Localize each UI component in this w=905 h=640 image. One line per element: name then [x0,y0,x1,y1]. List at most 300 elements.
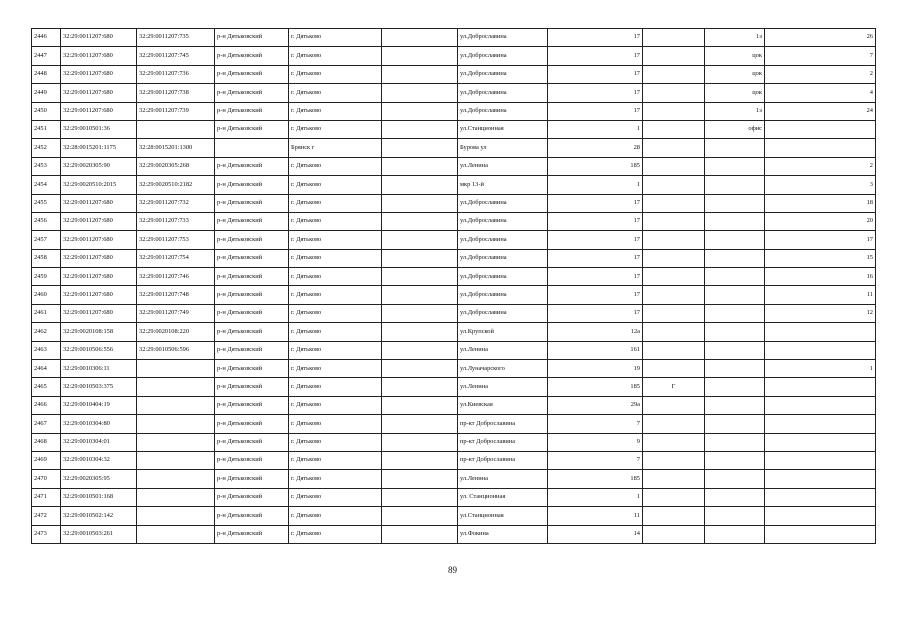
house-number-cell: 17 [548,249,643,267]
table-row [32,194,876,212]
apartment-number-cell [765,139,876,157]
cadastral-number-cell: 32:29:0010404:19 [61,396,137,414]
street-cell: ул.Луначарского [458,360,548,378]
table-row [32,304,876,322]
building-letter-cell [643,323,705,341]
floor-cell [705,378,765,396]
building-letter-cell [643,360,705,378]
table-row [32,120,876,138]
district-cell: р-н Дятьковский [215,286,289,304]
apartment-number-cell: 1 [765,360,876,378]
apartment-number-cell: 17 [765,231,876,249]
table-row [32,157,876,175]
apartment-number-cell [765,470,876,488]
district-cell: р-н Дятьковский [215,268,289,286]
city-cell: г. Дятьково [289,286,382,304]
premises-cadastral-number-cell [137,415,215,433]
city-cell: г. Дятьково [289,65,382,83]
house-number-cell: 7 [548,451,643,469]
apartment-number-cell: 26 [765,29,876,47]
table-row [32,47,876,65]
empty-cell [382,378,458,396]
premises-cadastral-number-cell: 32:28:0015201:1300 [137,139,215,157]
city-cell: г. Дятьково [289,47,382,65]
district-cell: р-н Дятьковский [215,47,289,65]
table-row [32,268,876,286]
house-number-cell: 12а [548,323,643,341]
floor-cell [705,268,765,286]
building-letter-cell [643,176,705,194]
street-cell: ул.Доброславина [458,249,548,267]
apartment-number-cell [765,341,876,359]
apartment-number-cell: 4 [765,84,876,102]
floor-cell: офис [705,120,765,138]
floor-cell [705,360,765,378]
building-letter-cell [643,194,705,212]
table-row [32,415,876,433]
floor-cell [705,157,765,175]
house-number-cell: 14 [548,525,643,543]
empty-cell [382,176,458,194]
row-number-cell: 2471 [32,488,61,506]
premises-cadastral-number-cell [137,120,215,138]
building-letter-cell [643,470,705,488]
floor-cell [705,304,765,322]
district-cell: р-н Дятьковский [215,488,289,506]
premises-cadastral-number-cell: 32:29:0011207:739 [137,102,215,120]
building-letter-cell: Г [643,378,705,396]
row-number-cell: 2461 [32,304,61,322]
district-cell: р-н Дятьковский [215,396,289,414]
premises-cadastral-number-cell: 32:29:0011207:733 [137,212,215,230]
empty-cell [382,470,458,488]
house-number-cell: 19 [548,360,643,378]
building-letter-cell [643,433,705,451]
house-number-cell: 1 [548,120,643,138]
apartment-number-cell [765,507,876,525]
city-cell: г. Дятьково [289,396,382,414]
floor-cell [705,415,765,433]
cadastral-number-cell: 32:29:0010502:142 [61,507,137,525]
city-cell: г. Дятьково [289,212,382,230]
row-number-cell: 2464 [32,360,61,378]
city-cell: г. Дятьково [289,525,382,543]
cadastral-number-cell: 32:29:0020305:90 [61,157,137,175]
city-cell: г. Дятьково [289,507,382,525]
row-number-cell: 2459 [32,268,61,286]
empty-cell [382,525,458,543]
district-cell: р-н Дятьковский [215,304,289,322]
empty-cell [382,231,458,249]
apartment-number-cell [765,488,876,506]
empty-cell [382,323,458,341]
city-cell: г. Дятьково [289,451,382,469]
city-cell: г. Дятьково [289,231,382,249]
cadastral-number-cell: 32:29:0010304:32 [61,451,137,469]
floor-cell [705,249,765,267]
empty-cell [382,415,458,433]
floor-cell [705,507,765,525]
table-row [32,84,876,102]
street-cell: Бурова ул [458,139,548,157]
city-cell: г. Дятьково [289,249,382,267]
house-number-cell: 11 [548,507,643,525]
table-row [32,396,876,414]
table-row [32,286,876,304]
row-number-cell: 2449 [32,84,61,102]
premises-cadastral-number-cell: 32:29:0020108:220 [137,323,215,341]
city-cell: г. Дятьково [289,102,382,120]
row-number-cell: 2457 [32,231,61,249]
apartment-number-cell: 7 [765,47,876,65]
building-letter-cell [643,84,705,102]
premises-cadastral-number-cell: 32:29:0011207:746 [137,268,215,286]
district-cell: р-н Дятьковский [215,249,289,267]
row-number-cell: 2452 [32,139,61,157]
premises-cadastral-number-cell [137,470,215,488]
district-cell [215,139,289,157]
building-letter-cell [643,268,705,286]
cadastral-number-cell: 32:29:0010304:01 [61,433,137,451]
district-cell: р-н Дятьковский [215,212,289,230]
premises-cadastral-number-cell: 32:29:0011207:732 [137,194,215,212]
apartment-number-cell: 12 [765,304,876,322]
street-cell: ул.Ленина [458,341,548,359]
street-cell: ул.Ленина [458,157,548,175]
premises-cadastral-number-cell [137,433,215,451]
apartment-number-cell: 18 [765,194,876,212]
premises-cadastral-number-cell [137,507,215,525]
house-number-cell: 7 [548,415,643,433]
city-cell: г. Дятьково [289,29,382,47]
district-cell: р-н Дятьковский [215,525,289,543]
premises-cadastral-number-cell: 32:29:0011207:753 [137,231,215,249]
house-number-cell: 17 [548,84,643,102]
table-row [32,323,876,341]
empty-cell [382,29,458,47]
building-letter-cell [643,120,705,138]
house-number-cell: 185 [548,470,643,488]
empty-cell [382,157,458,175]
building-letter-cell [643,525,705,543]
row-number-cell: 2463 [32,341,61,359]
street-cell: ул.Доброславина [458,268,548,286]
street-cell: ул.Доброславина [458,102,548,120]
house-number-cell: 185 [548,378,643,396]
building-letter-cell [643,102,705,120]
table-row [32,525,876,543]
cadastral-number-cell: 32:29:0011207:680 [61,194,137,212]
floor-cell [705,176,765,194]
district-cell: р-н Дятьковский [215,378,289,396]
house-number-cell: 17 [548,65,643,83]
table-row [32,451,876,469]
empty-cell [382,249,458,267]
empty-cell [382,139,458,157]
city-cell: г. Дятьково [289,415,382,433]
empty-cell [382,507,458,525]
row-number-cell: 2454 [32,176,61,194]
empty-cell [382,433,458,451]
city-cell: г. Дятьково [289,378,382,396]
table-row [32,139,876,157]
house-number-cell: 17 [548,304,643,322]
property-register-table [31,28,876,544]
street-cell: ул.Доброславина [458,231,548,249]
building-letter-cell [643,341,705,359]
building-letter-cell [643,231,705,249]
table-row [32,102,876,120]
street-cell: мкр 13-й [458,176,548,194]
apartment-number-cell [765,433,876,451]
house-number-cell: 17 [548,268,643,286]
city-cell: г. Дятьково [289,360,382,378]
building-letter-cell [643,249,705,267]
building-letter-cell [643,415,705,433]
city-cell: г. Дятьково [289,341,382,359]
cadastral-number-cell: 32:29:0011207:680 [61,268,137,286]
row-number-cell: 2455 [32,194,61,212]
building-letter-cell [643,212,705,230]
district-cell: р-н Дятьковский [215,176,289,194]
empty-cell [382,65,458,83]
floor-cell [705,286,765,304]
building-letter-cell [643,304,705,322]
city-cell: г. Дятьково [289,194,382,212]
table-row [32,470,876,488]
row-number-cell: 2456 [32,212,61,230]
empty-cell [382,341,458,359]
floor-cell [705,451,765,469]
street-cell: ул.Станционная [458,120,548,138]
empty-cell [382,286,458,304]
cadastral-number-cell: 32:29:0011207:680 [61,102,137,120]
apartment-number-cell [765,415,876,433]
district-cell: р-н Дятьковский [215,120,289,138]
row-number-cell: 2448 [32,65,61,83]
row-number-cell: 2468 [32,433,61,451]
district-cell: р-н Дятьковский [215,65,289,83]
district-cell: р-н Дятьковский [215,194,289,212]
district-cell: р-н Дятьковский [215,507,289,525]
city-cell: г. Дятьково [289,304,382,322]
district-cell: р-н Дятьковский [215,102,289,120]
cadastral-number-cell: 32:29:0010501:168 [61,488,137,506]
table-body [32,29,876,544]
table-row [32,212,876,230]
street-cell: пр-кт Доброславина [458,433,548,451]
building-letter-cell [643,29,705,47]
district-cell: р-н Дятьковский [215,84,289,102]
empty-cell [382,396,458,414]
building-letter-cell [643,451,705,469]
house-number-cell: 161 [548,341,643,359]
table-row [32,341,876,359]
district-cell: р-н Дятьковский [215,451,289,469]
floor-cell [705,212,765,230]
street-cell: ул.Киевская [458,396,548,414]
apartment-number-cell: 2 [765,65,876,83]
building-letter-cell [643,47,705,65]
premises-cadastral-number-cell: 32:29:0011207:749 [137,304,215,322]
premises-cadastral-number-cell [137,488,215,506]
city-cell: г. Дятьково [289,120,382,138]
row-number-cell: 2446 [32,29,61,47]
district-cell: р-н Дятьковский [215,470,289,488]
district-cell: р-н Дятьковский [215,157,289,175]
row-number-cell: 2472 [32,507,61,525]
district-cell: р-н Дятьковский [215,29,289,47]
street-cell: пр-кт Доброславина [458,451,548,469]
floor-cell: цок [705,47,765,65]
street-cell: пр-кт Доброславина [458,415,548,433]
table-row [32,65,876,83]
house-number-cell: 17 [548,286,643,304]
apartment-number-cell [765,323,876,341]
house-number-cell: 17 [548,231,643,249]
row-number-cell: 2473 [32,525,61,543]
street-cell: ул.Доброславина [458,84,548,102]
district-cell: р-н Дятьковский [215,323,289,341]
premises-cadastral-number-cell: 32:29:0011207:735 [137,29,215,47]
floor-cell [705,194,765,212]
row-number-cell: 2470 [32,470,61,488]
street-cell: ул.Доброславина [458,212,548,230]
city-cell: Брянск г [289,139,382,157]
premises-cadastral-number-cell: 32:29:0011207:738 [137,84,215,102]
building-letter-cell [643,157,705,175]
row-number-cell: 2447 [32,47,61,65]
cadastral-number-cell: 32:29:0011207:680 [61,65,137,83]
table-row [32,176,876,194]
building-letter-cell [643,286,705,304]
street-cell: ул.Фокина [458,525,548,543]
floor-cell [705,488,765,506]
floor-cell [705,470,765,488]
cadastral-number-cell: 32:29:0020305:95 [61,470,137,488]
table-row [32,249,876,267]
house-number-cell: 17 [548,102,643,120]
empty-cell [382,268,458,286]
table-row [32,29,876,47]
cadastral-number-cell: 32:28:0015201:1175 [61,139,137,157]
city-cell: г. Дятьково [289,84,382,102]
empty-cell [382,451,458,469]
floor-cell: цок [705,65,765,83]
house-number-cell: 28 [548,139,643,157]
premises-cadastral-number-cell: 32:29:0011207:754 [137,249,215,267]
house-number-cell: 17 [548,194,643,212]
empty-cell [382,212,458,230]
street-cell: ул.Станционная [458,507,548,525]
house-number-cell: 17 [548,47,643,65]
apartment-number-cell: 20 [765,212,876,230]
apartment-number-cell: 3 [765,176,876,194]
floor-cell [705,525,765,543]
row-number-cell: 2465 [32,378,61,396]
floor-cell [705,139,765,157]
street-cell: ул.Крупской [458,323,548,341]
empty-cell [382,194,458,212]
premises-cadastral-number-cell: 32:29:0011207:736 [137,65,215,83]
cadastral-number-cell: 32:29:0011207:680 [61,249,137,267]
cadastral-number-cell: 32:29:0011207:680 [61,231,137,249]
street-cell: ул.Ленина [458,470,548,488]
building-letter-cell [643,396,705,414]
building-letter-cell [643,488,705,506]
table-row [32,433,876,451]
house-number-cell: 1 [548,488,643,506]
district-cell: р-н Дятьковский [215,415,289,433]
premises-cadastral-number-cell: 32:29:0020305:268 [137,157,215,175]
empty-cell [382,102,458,120]
cadastral-number-cell: 32:29:0020108:158 [61,323,137,341]
cadastral-number-cell: 32:29:0010503:261 [61,525,137,543]
street-cell: ул.Доброславина [458,47,548,65]
empty-cell [382,47,458,65]
premises-cadastral-number-cell [137,451,215,469]
street-cell: ул.Доброславина [458,286,548,304]
house-number-cell: 1 [548,176,643,194]
premises-cadastral-number-cell: 32:29:0011207:748 [137,286,215,304]
cadastral-number-cell: 32:29:0010503:375 [61,378,137,396]
house-number-cell: 17 [548,212,643,230]
cadastral-number-cell: 32:29:0011207:680 [61,47,137,65]
table-row [32,231,876,249]
premises-cadastral-number-cell [137,525,215,543]
empty-cell [382,488,458,506]
floor-cell [705,323,765,341]
row-number-cell: 2462 [32,323,61,341]
apartment-number-cell [765,378,876,396]
cadastral-number-cell: 32:29:0010306:11 [61,360,137,378]
empty-cell [382,304,458,322]
cadastral-number-cell: 32:29:0010506:556 [61,341,137,359]
cadastral-number-cell: 32:29:0011207:680 [61,84,137,102]
premises-cadastral-number-cell: 32:29:0010506:596 [137,341,215,359]
apartment-number-cell: 16 [765,268,876,286]
cadastral-number-cell: 32:29:0010501:36 [61,120,137,138]
house-number-cell: 29а [548,396,643,414]
table-row [32,488,876,506]
floor-cell: цок [705,84,765,102]
city-cell: г. Дятьково [289,470,382,488]
row-number-cell: 2467 [32,415,61,433]
premises-cadastral-number-cell [137,378,215,396]
row-number-cell: 2469 [32,451,61,469]
floor-cell: 1э [705,102,765,120]
city-cell: г. Дятьково [289,157,382,175]
apartment-number-cell [765,120,876,138]
floor-cell [705,396,765,414]
apartment-number-cell [765,396,876,414]
district-cell: р-н Дятьковский [215,433,289,451]
empty-cell [382,120,458,138]
row-number-cell: 2458 [32,249,61,267]
building-letter-cell [643,139,705,157]
house-number-cell: 9 [548,433,643,451]
row-number-cell: 2451 [32,120,61,138]
cadastral-number-cell: 32:29:0011207:680 [61,304,137,322]
street-cell: ул.Доброславина [458,304,548,322]
apartment-number-cell [765,525,876,543]
row-number-cell: 2466 [32,396,61,414]
floor-cell: 1э [705,29,765,47]
street-cell: ул.Доброславина [458,65,548,83]
cadastral-number-cell: 32:29:0010304:80 [61,415,137,433]
city-cell: г. Дятьково [289,323,382,341]
apartment-number-cell [765,451,876,469]
